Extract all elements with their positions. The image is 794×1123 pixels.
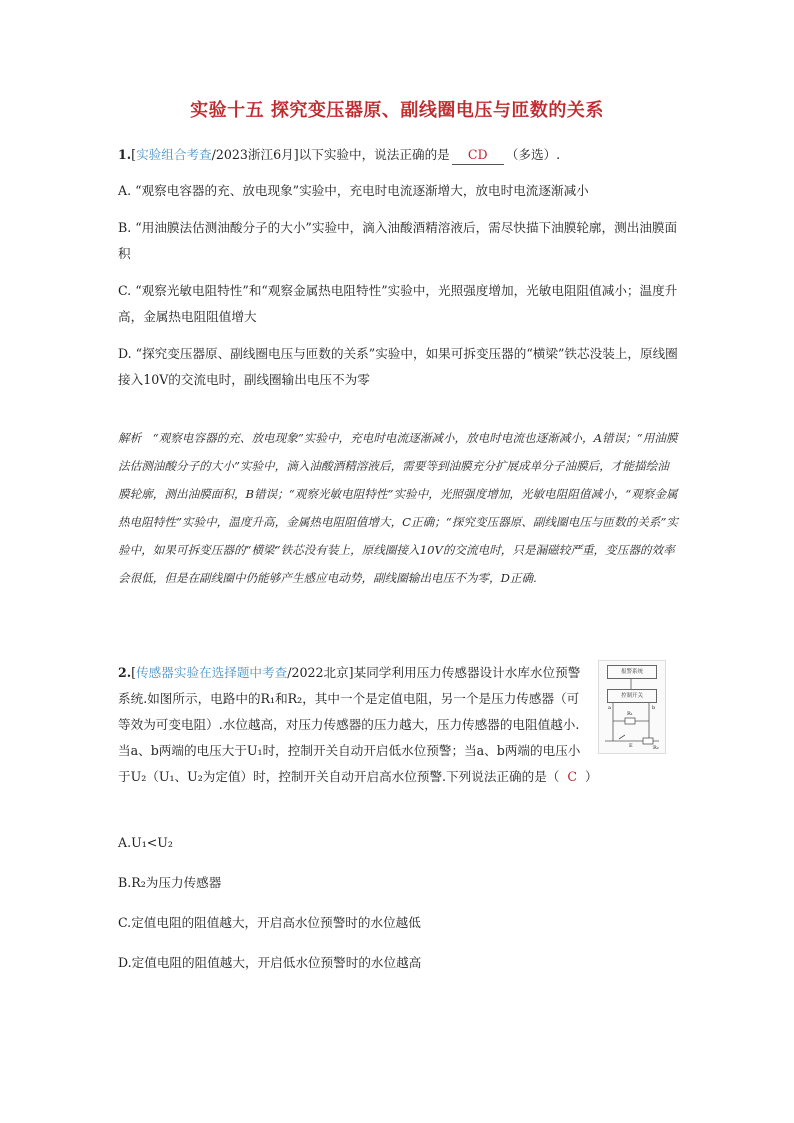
question-1-stem	[118, 142, 678, 168]
question-2-stem	[118, 660, 678, 790]
question-source: /2023浙江6月]以下实验中，说法正确的是	[211, 147, 450, 162]
option-c: C.定值电阻的阻值越大，开启高水位预警时的水位越低	[118, 915, 421, 930]
explanation: 解析 “观察电容器的充、放电现象”实验中，充电时电流逐渐减小，放电时电流也逐渐减小，A错误；“用油膜法估测油酸分子的大小”实验中，滴入油酸酒精溶液后，需要等到油膜充分扩展成单分子油膜后，才能描绘油膜轮廓，测出油膜面积，B错误；“观察光敏电阻特性”实验中，光照强度增加，光敏电阻阻值减小，“观察金属热电阻特性”实验中，温度升高，金属热电阻阻值增大，C正确；“探究变压器原、副线圈电压与匝数的关系”实验中，如果可拆变压器的“横梁”铁芯没有装上，原线圈接入10V的交流电时，只是漏磁较严重，变压器的效率会很低，但是在副线圈中仍能够产生感应电动势，副线圈输出电压不为零，D正确.	[118, 431, 678, 585]
question-2	[118, 660, 678, 790]
alarm-system-box: 报警系统	[607, 665, 657, 679]
source-bracket: [	[131, 147, 137, 162]
question-tag: 传感器实验在选择题中考查	[136, 665, 288, 680]
page-title: 实验十五 探究变压器原、副线圈电压与匝数的关系	[190, 100, 604, 121]
terminal-b: b	[652, 705, 656, 711]
question-suffix: （多选）.	[505, 147, 561, 162]
question-tag: 实验组合考查	[136, 147, 212, 162]
question-close: ）	[585, 769, 598, 784]
option-a: A. “观察电容器的充、放电现象”实验中，充电时电流逐渐增大，放电时电流逐渐减小	[118, 183, 589, 198]
answer-blank: CD	[452, 146, 504, 165]
option-b: B. “用油膜法估测油酸分子的大小”实验中，滴入油酸酒精溶液后，需尽快描下油膜轮廓，测出油膜面积	[118, 220, 678, 261]
answer-choice: C	[567, 769, 578, 784]
option-d: D. “探究变压器原、副线圈电压与匝数的关系”实验中，如果可拆变压器的“横梁”铁芯没装上，原线圈接入10V的交流电时，副线圈输出电压不为零	[118, 346, 678, 387]
option-b: B.R₂为压力传感器	[118, 875, 222, 890]
source-bracket: [	[131, 665, 137, 680]
label-e: E	[629, 743, 633, 749]
option-d: D.定值电阻的阻值越大，开启低水位预警时的水位越高	[118, 955, 422, 970]
question-2-options	[118, 830, 678, 990]
control-switch-box: 控制开关	[607, 689, 657, 703]
option-a: A.U₁<U₂	[118, 835, 173, 850]
label-r1: R₁	[627, 711, 633, 717]
question-text: /2022北京]某同学利用压力传感器设计水库水位预警系统.如图所示，电路中的R₁和R₂，其中一个是定值电阻，另一个是压力传感器（可等效为可变电阻）.水位越高，对压力传感器的压力越大，压力传感器的电阻值越小.当a、b两端的电压大于U₁时，控制开关自动开启低水位预警；当a、b两端的电压小于U₂（U₁、U₂为定值）时，控制开关自动开启高水位预警.下列说法正确的是（	[118, 665, 581, 784]
terminal-a: a	[608, 705, 611, 711]
label-r2: R₂	[653, 745, 659, 751]
question-number: 1.	[118, 147, 132, 162]
question-number: 2.	[118, 665, 132, 680]
question-1	[118, 142, 678, 404]
option-c: C. “观察光敏电阻特性”和“观察金属热电阻特性”实验中，光照强度增加，光敏电阻阻值减小；温度升高，金属热电阻阻值增大	[118, 283, 678, 324]
